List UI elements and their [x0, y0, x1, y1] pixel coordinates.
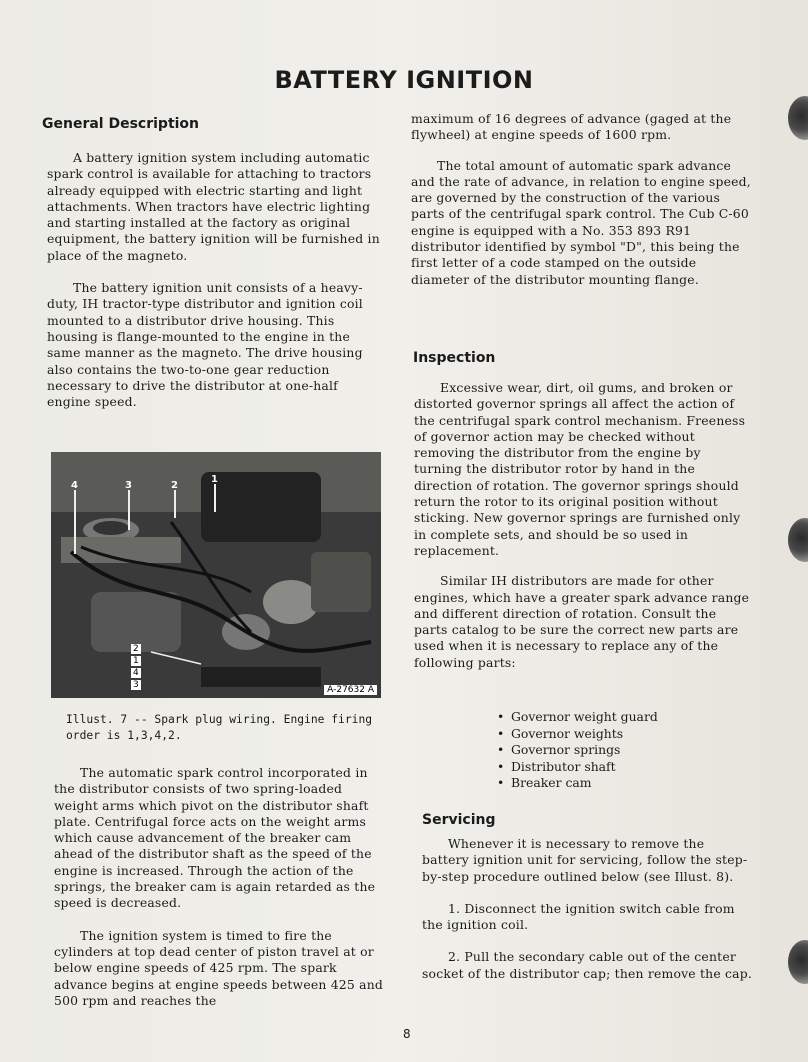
figure-caption: Illust. 7 -- Spark plug wiring. Engine firing order is 1,3,4,2.: [66, 713, 373, 742]
parts-list: [497, 709, 658, 792]
list-item: • Governor springs: [497, 742, 658, 759]
servicing-section: [422, 836, 752, 982]
left-column-top: [47, 150, 382, 410]
callout-label: 3: [125, 480, 132, 491]
binder-hole: [788, 940, 808, 984]
list-item: • Distributor shaft: [497, 759, 658, 776]
page-title: BATTERY IGNITION: [274, 66, 534, 94]
inspection-paragraph-1: Excessive wear, dirt, oil gums, and broken or distorted governor springs all affect the action of the centrifugal spark control mechanism. Freeness of governor action may be checked without removing the distributor from the engine by turning the distributor rotor by hand in the direction of rotation. The governor springs should return the rotor to its original position without sticking. New governor springs are furnished only in complete sets, and should be so used in replacement.: [414, 380, 746, 558]
page-number: 8: [403, 1027, 411, 1041]
callout-label: 2: [171, 480, 178, 491]
callout-label: 4: [133, 668, 139, 678]
callout-label: 1: [211, 474, 218, 485]
inspection-paragraph-2: Similar IH distributors are made for other engines, which have a greater spark advance range and different direction of rotation. Consult the parts catalog to be sure the correct new parts are used when it is necessary to replace any of the following parts:: [414, 573, 750, 670]
callout-label: 3: [133, 680, 139, 690]
list-item: • Governor weight guard: [497, 709, 658, 726]
general-description-heading: General Description: [42, 116, 200, 132]
binder-hole: [788, 96, 808, 140]
list-item: • Governor weights: [497, 726, 658, 743]
general-description-paragraph-1: A battery ignition system including automatic spark control is available for attaching to tractors already equipped with electric starting and light attachments. When tractors have electric lighting and starting installed at the factory as original equipment, the battery ignition will be furnished in place of the magneto.: [47, 150, 380, 263]
engine-illustration: [51, 452, 381, 698]
list-item: • Breaker cam: [497, 775, 658, 792]
binder-hole: [788, 518, 808, 562]
callout-label: 4: [71, 480, 78, 491]
advance-continuation-paragraph: maximum of 16 degrees of advance (gaged at the flywheel) at engine speeds of 1600 rpm.: [411, 111, 732, 143]
spark-control-paragraph: The automatic spark control incorporated in the distributor consists of two spring-loaded weight arms which pivot on the distributor shaft plate. Centrifugal force acts on the weight arms which cause advancement of the breaker cam ahead of the distributor shaft as the speed of the engine is increased. Through the action of the springs, the breaker cam is again retarded as the speed is decreased.: [54, 765, 376, 911]
general-description-paragraph-2: The battery ignition unit consists of a heavy-duty, IH tractor-type distributor and ignition coil mounted to a distributor drive housing. This housing is flange-mounted to the engine in the same manner as the magneto. The drive housing also contains the two-to-one gear reduction necessary to drive the distributor at one-half engine speed.: [47, 280, 363, 410]
servicing-heading: Servicing: [422, 812, 496, 828]
timing-paragraph: The ignition system is timed to fire the cylinders at top dead center of piston travel at or below engine speeds of 425 rpm. The spark advance begins at engine speeds between 425 and 500 rpm and reaches the: [54, 927, 384, 1008]
left-column-bottom: [54, 765, 384, 1009]
right-column-top: [411, 111, 751, 288]
callout-label: 2: [133, 644, 139, 654]
figure-code: A-27632 A: [324, 685, 377, 695]
servicing-paragraph: Whenever it is necessary to remove the battery ignition unit for servicing, follow the step-by-step procedure outlined below (see Illust. 8).: [422, 836, 748, 884]
inspection-heading: Inspection: [413, 350, 496, 366]
servicing-step-2: 2. Pull the secondary cable out of the center socket of the distributor cap; then remove the cap.: [422, 949, 753, 981]
spark-advance-paragraph: The total amount of automatic spark advance and the rate of advance, in relation to engine speed, are governed by the construction of the various parts of the centrifugal spark control. The Cub C-60 engine is equipped with a No. 353 893 R91 distributor identified by symbol "D", this being the first letter of a code stamped on the outside diameter of the distributor mounting flange.: [411, 157, 751, 287]
engine-photo: [51, 452, 381, 698]
inspection-section: [414, 380, 752, 671]
servicing-step-1: 1. Disconnect the ignition switch cable from the ignition coil.: [422, 900, 735, 933]
callout-label: 1: [133, 656, 139, 666]
